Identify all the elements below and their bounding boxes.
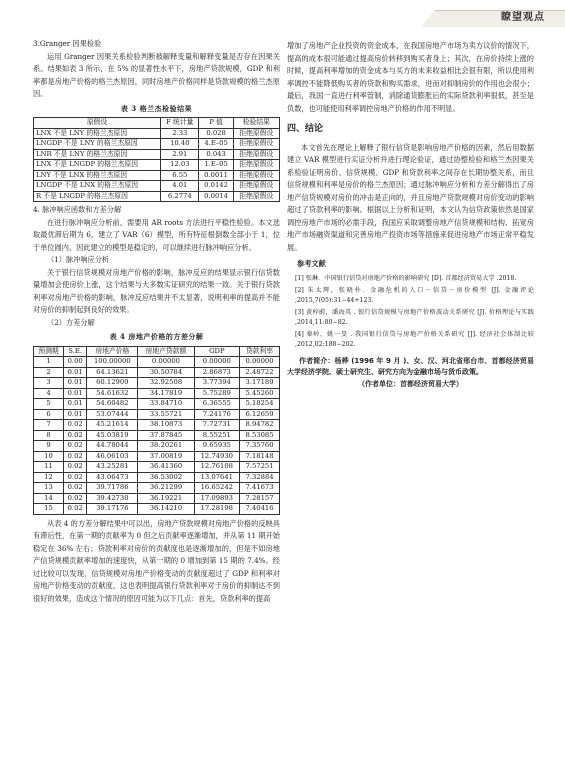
variance-table	[33, 346, 280, 515]
table-cell: 0.01	[64, 367, 87, 378]
table-cell: 36.14210	[138, 504, 194, 515]
table-row	[34, 504, 280, 515]
table-cell: 64.13621	[87, 367, 138, 378]
table-cell: 7.32884	[240, 472, 280, 483]
table-row	[34, 472, 280, 483]
table3-header-row	[34, 118, 280, 129]
table-cell: 5.45260	[240, 388, 280, 399]
table-cell: 4	[34, 388, 64, 399]
table-cell: 37.87845	[138, 430, 194, 441]
table-cell: LNR 不是 LNY 的格兰杰原因	[34, 149, 161, 160]
table-row	[34, 430, 280, 441]
table-cell: 33.55721	[138, 409, 194, 420]
continued-paragraph: 增加了房地产企业投资的资金成本，在我国房地产市场为卖方议价的情况下，提高的成本很可能通过提高房价转移到购买者身上；其次，在房价持续上涨的时候，提高利率增加的资金成本与买方的未来收益相比会很有限，所以使用利率调控不能降低购买者的贷款和购买需求，进而对抑制房价的作用也会很小；最后，我国一直进行利率管制，消除通货膨胀后的实际贷款利率很低，甚至是负数，也可能使用利率调控房地产价格的作用不明显。	[287, 41, 534, 113]
table-row	[34, 399, 280, 410]
table-cell: LNGDP 不是 LNY 的格兰杰原因	[34, 139, 161, 150]
table-cell: 1	[34, 357, 64, 368]
table-cell: 10	[34, 451, 64, 462]
table-cell: 拒绝原假设	[233, 139, 279, 150]
table-cell: 7.57251	[240, 462, 280, 473]
granger-paragraph: 运用 Granger 因果关系检验判断被解释变量和解释变量是否存在因果关系。结果如表 3 所示，在 5% 的显著性水平下，房地产贷款规模，GDP 和利率都是房地产价格的格兰杰原因，同时房地产价格同样是贷款规模的格兰杰原因。	[33, 51, 280, 98]
table-row	[34, 191, 280, 202]
table-cell: 17.28198	[194, 504, 239, 515]
table-cell: 0.02	[64, 483, 87, 494]
left-column	[33, 38, 280, 605]
table-row	[34, 420, 280, 431]
table-cell: 13	[34, 483, 64, 494]
table-cell: 8.94782	[240, 420, 280, 431]
table-cell: 7.28157	[240, 493, 280, 504]
table-cell: 0.01	[64, 378, 87, 389]
table-cell: 8.53085	[240, 430, 280, 441]
granger-title: 3.Granger 因果检验	[33, 39, 102, 48]
irf-subtitle: （1）脉冲响应分析	[47, 255, 110, 264]
table-cell: 6.36555	[194, 399, 239, 410]
table3-header-cell: 原假设	[34, 118, 161, 129]
table-row	[34, 493, 280, 504]
table-cell: 4.01	[161, 181, 199, 192]
irf-title: 4. 脉冲响应函数和方差分解	[33, 205, 122, 214]
table-cell: 36.19221	[138, 493, 194, 504]
table4-header-cell: 房地产贷款额	[138, 346, 194, 357]
table-cell: 拒绝原假设	[233, 181, 279, 192]
table-cell: 拒绝原假设	[233, 191, 279, 202]
table-row	[34, 441, 280, 452]
variance-paragraph: 从表 4 的方差分解结果中可以出，房地产贷款规模对房地产价格的反映具有滞后性，在第一期的贡献率为 0 但之后贡献率逐渐增加，并从第 11 期开始稳定在 36% 左右；贷款利率对房价的贡献度也是逐渐增加的，但是不如房地产信贷规模贡献率增加的速度快，从第一期的 0 增加到第 15 期的 7.4%。经过比较可以发现，信贷规模对房地产价格变动的贡献度超过了 GDP 和利率对房地产价格变动的贡献度，这也表明提高银行贷款利率对于房价的抑制达不到很好的效果，造成这个情况的原因可能为以下几点：首先，贷款利率的提高	[33, 518, 280, 603]
table-cell: 8.55251	[194, 430, 239, 441]
table-cell: 0.00000	[194, 357, 239, 368]
table-cell: 6.55	[161, 170, 199, 181]
table-cell: 46.06103	[87, 451, 138, 462]
table-cell: 0.00	[64, 357, 87, 368]
table-cell: 6.12659	[240, 409, 280, 420]
table-cell: 0.0142	[199, 181, 233, 192]
table-row	[34, 170, 280, 181]
table4-header-cell: 预测期	[34, 346, 64, 357]
table-cell: 30.50784	[138, 367, 194, 378]
right-column	[287, 40, 534, 390]
table-cell: LNY 不是 LNX 的格兰杰原因	[34, 170, 161, 181]
table-cell: 5	[34, 399, 64, 410]
table-cell: 6.2774	[161, 191, 199, 202]
table-cell: 7.40416	[240, 504, 280, 515]
table-cell: LNX 不是 LNGDP 的格兰杰原因	[34, 160, 161, 171]
table-cell: 0.01	[64, 399, 87, 410]
table-row	[34, 378, 280, 389]
table-cell: LNX 不是 LNY 的格兰杰原因	[34, 128, 161, 139]
table-cell: 45.21614	[87, 420, 138, 431]
table4-header-cell: GDP	[194, 346, 239, 357]
table-cell: 54.60482	[87, 399, 138, 410]
table-cell: 12.76108	[194, 462, 239, 473]
author-affiliation: （作者单位：首都经济贸易大学）	[358, 379, 463, 388]
table4-header-cell: S.E.	[64, 346, 87, 357]
table-cell: 13.07641	[194, 472, 239, 483]
table-cell: 8	[34, 430, 64, 441]
table-cell: 38.20261	[138, 441, 194, 452]
table-row	[34, 139, 280, 150]
table-row	[34, 451, 280, 462]
table-cell: 37.00819	[138, 451, 194, 462]
author-bio: 作者简介：杨桦 (1996 年 9 月 )、女、汉、河北省邢台市、首都经济贸易大学经济学院、硕士研究生、研究方向为金融市场与货币政策。	[287, 356, 534, 376]
granger-table	[33, 117, 280, 202]
table-cell: 38.10873	[138, 420, 194, 431]
table-cell: 7.24176	[194, 409, 239, 420]
table-cell: 43.25281	[87, 462, 138, 473]
table-row	[34, 149, 280, 160]
table-cell: 0.02	[64, 504, 87, 515]
table-row	[34, 357, 280, 368]
table-row	[34, 483, 280, 494]
table-cell: LNGDP 不是 LNX 的格兰杰原因	[34, 181, 161, 192]
table3-header-cell: F 统计量	[161, 118, 199, 129]
table-cell: 39.17176	[87, 504, 138, 515]
table-cell: 16.65242	[194, 483, 239, 494]
table-cell: 0.01	[64, 388, 87, 399]
table-cell: 12.03	[161, 160, 199, 171]
table-cell: 0.02	[64, 462, 87, 473]
table-cell: 0.043	[199, 149, 233, 160]
table-cell: 3	[34, 378, 64, 389]
conclusion-paragraph: 本文首先在理论上解释了银行信贷是影响房地产价格的因素，然后用数据建立 VAR 模型进行实证分析并进行理论验证，通过协整检验和格兰杰因果关系检验证明房价、信贷规模、GDP 和贷款利率之间存在长期协整关系，而且信贷规模和利率是房价的格兰杰原因；通过脉冲响应分析和方差分解得出了房地产信贷规模对房价的冲击是正向的，并且房地产贷款规模对房价变动的影响超过了贷款利率的影响。根据以上分析和证明，本文认为信贷政策依然是国家调控房地产市场的必需手段，我国应采取调整房地产信贷规模和结构、拓宽房地产市场融资渠道和完善房地产投资市场等措施来促进房地产市场正常平稳发展。	[287, 142, 534, 252]
irf-paragraph: 在进行脉冲响应分析前，需要用 AR roots 方法进行平稳性检验。本文选取最优滞后期为 6，建立了 VAR（6）模型，所有特征根倒数全部小于 1，位于单位圆内，因此建立的模型是稳定的，可以继续进行脉冲响应分析。	[33, 217, 280, 252]
variance-subtitle: （2）方差分解	[47, 317, 95, 327]
table-cell: 0.00000	[138, 357, 194, 368]
table-cell: 7	[34, 420, 64, 431]
reference-item: [2] 朱太辉，张晓朴．金融危机的人口－信贷－房价模型 [J]. 金融评论 ,2015,7(05):31−44+123.	[295, 286, 534, 304]
table-cell: 5.18254	[240, 399, 280, 410]
table-cell: 0.02	[64, 472, 87, 483]
table-cell: 7.18148	[240, 451, 280, 462]
table-cell: 0.02	[64, 441, 87, 452]
table-cell: 6	[34, 409, 64, 420]
table3-caption: 表 3 格兰杰检验结果	[120, 103, 193, 113]
page-header	[0, 0, 565, 30]
table-cell: 36.53002	[138, 472, 194, 483]
table-cell: 34.17819	[138, 388, 194, 399]
references-title: 参考文献	[297, 259, 326, 268]
table-cell: 36.41360	[138, 462, 194, 473]
table-cell: 60.12909	[87, 378, 138, 389]
table-cell: 15	[34, 504, 64, 515]
table-cell: 2.86873	[194, 367, 239, 378]
table-cell: 7.72731	[194, 420, 239, 431]
section-title: 四、结论	[287, 124, 324, 134]
table-cell: 拒绝原假设	[233, 170, 279, 181]
table-cell: 0.028	[199, 128, 233, 139]
table-cell: 3.77394	[194, 378, 239, 389]
table-cell: 33.84710	[138, 399, 194, 410]
table-row	[34, 409, 280, 420]
table-cell: 7.41673	[240, 483, 280, 494]
table-cell: 39.71786	[87, 483, 138, 494]
table-cell: 43.06473	[87, 472, 138, 483]
table-cell: 2.48722	[240, 367, 280, 378]
table-cell: 2.33	[161, 128, 199, 139]
table-row	[34, 462, 280, 473]
reference-item: [1] 张琳．中国银行信贷对房地产价格的影响研究 [D]. 首都经济贸易大学 .2018.	[295, 274, 517, 282]
table-cell: 0.00000	[240, 357, 280, 368]
table-row	[34, 160, 280, 171]
table-cell: 17.09893	[194, 493, 239, 504]
table-cell: 11	[34, 462, 64, 473]
header-tab	[435, 10, 565, 27]
table-cell: 2.91	[161, 149, 199, 160]
table-cell: 44.78044	[87, 441, 138, 452]
table-cell: 5.75289	[194, 388, 239, 399]
reference-item: [4] 秦岭，姚一旻 . 我国银行信贷与房地产价格关系研究 [J]. 经济社会体制比较 ,2012,02:188−202.	[295, 330, 534, 348]
table-cell: 拒绝原假设	[233, 160, 279, 171]
table-cell: 0.02	[64, 493, 87, 504]
table-cell: 14	[34, 493, 64, 504]
header-label: 瞭望观点	[501, 12, 545, 23]
table-cell: 4.E–05	[199, 139, 233, 150]
table4-caption: 表 4 房地产价格的方差分解	[109, 332, 204, 341]
table-cell: 1.E–05	[199, 160, 233, 171]
table-cell: 9.65935	[194, 441, 239, 452]
table-cell: 0.01	[64, 409, 87, 420]
table-cell: 拒绝原假设	[233, 128, 279, 139]
table-cell: 3.17189	[240, 378, 280, 389]
table-cell: 9	[34, 441, 64, 452]
table-cell: 10.40	[161, 139, 199, 150]
irf-paragraph-2: 关于银行信贷规模对房地产价格的影响，脉冲反应的结果显示银行信贷数量增加会使房价上涨，这个结果与大多数实证研究的结果一致。关于银行贷款利率对房地产价格的影响，脉冲反应结果并不太显著，说明利率的提高并不能对房价的抑制起到良好的效果。	[33, 267, 280, 314]
table-row	[34, 128, 280, 139]
table4-header-cell: 房地产价格	[87, 346, 138, 357]
table-cell: 0.02	[64, 420, 87, 431]
table-cell: 0.0014	[199, 191, 233, 202]
table-cell: 45.03819	[87, 430, 138, 441]
table4-header-cell: 贷款利率	[240, 346, 280, 357]
table-cell: 拒绝原假设	[233, 149, 279, 160]
table-cell: 53.07444	[87, 409, 138, 420]
table-cell: 39.42730	[87, 493, 138, 504]
table4-header-row	[34, 346, 280, 357]
table-cell: 36.21299	[138, 483, 194, 494]
table-cell: R 不是 LNGDP 的格兰杰原因	[34, 191, 161, 202]
table3-header-cell: P 值	[199, 118, 233, 129]
table-row	[34, 388, 280, 399]
table-cell: 100.00000	[87, 357, 138, 368]
references-list	[287, 274, 534, 350]
table3-header-cell: 检验结果	[233, 118, 279, 129]
table-row	[34, 181, 280, 192]
table-cell: 12.74930	[194, 451, 239, 462]
table-cell: 54.61632	[87, 388, 138, 399]
table-cell: 32.92508	[138, 378, 194, 389]
table-cell: 0.02	[64, 451, 87, 462]
table-row	[34, 367, 280, 378]
table-cell: 7.35760	[240, 441, 280, 452]
reference-item: [3] 黄梓蔚，潘海英 . 银行信贷规模与房地产价格波动关系研究 [J]. 价格理论与实践 ,2014,11:80−82.	[295, 308, 534, 326]
table-cell: 0.02	[64, 430, 87, 441]
table-cell: 2	[34, 367, 64, 378]
table-cell: 0.0011	[199, 170, 233, 181]
table-cell: 12	[34, 472, 64, 483]
